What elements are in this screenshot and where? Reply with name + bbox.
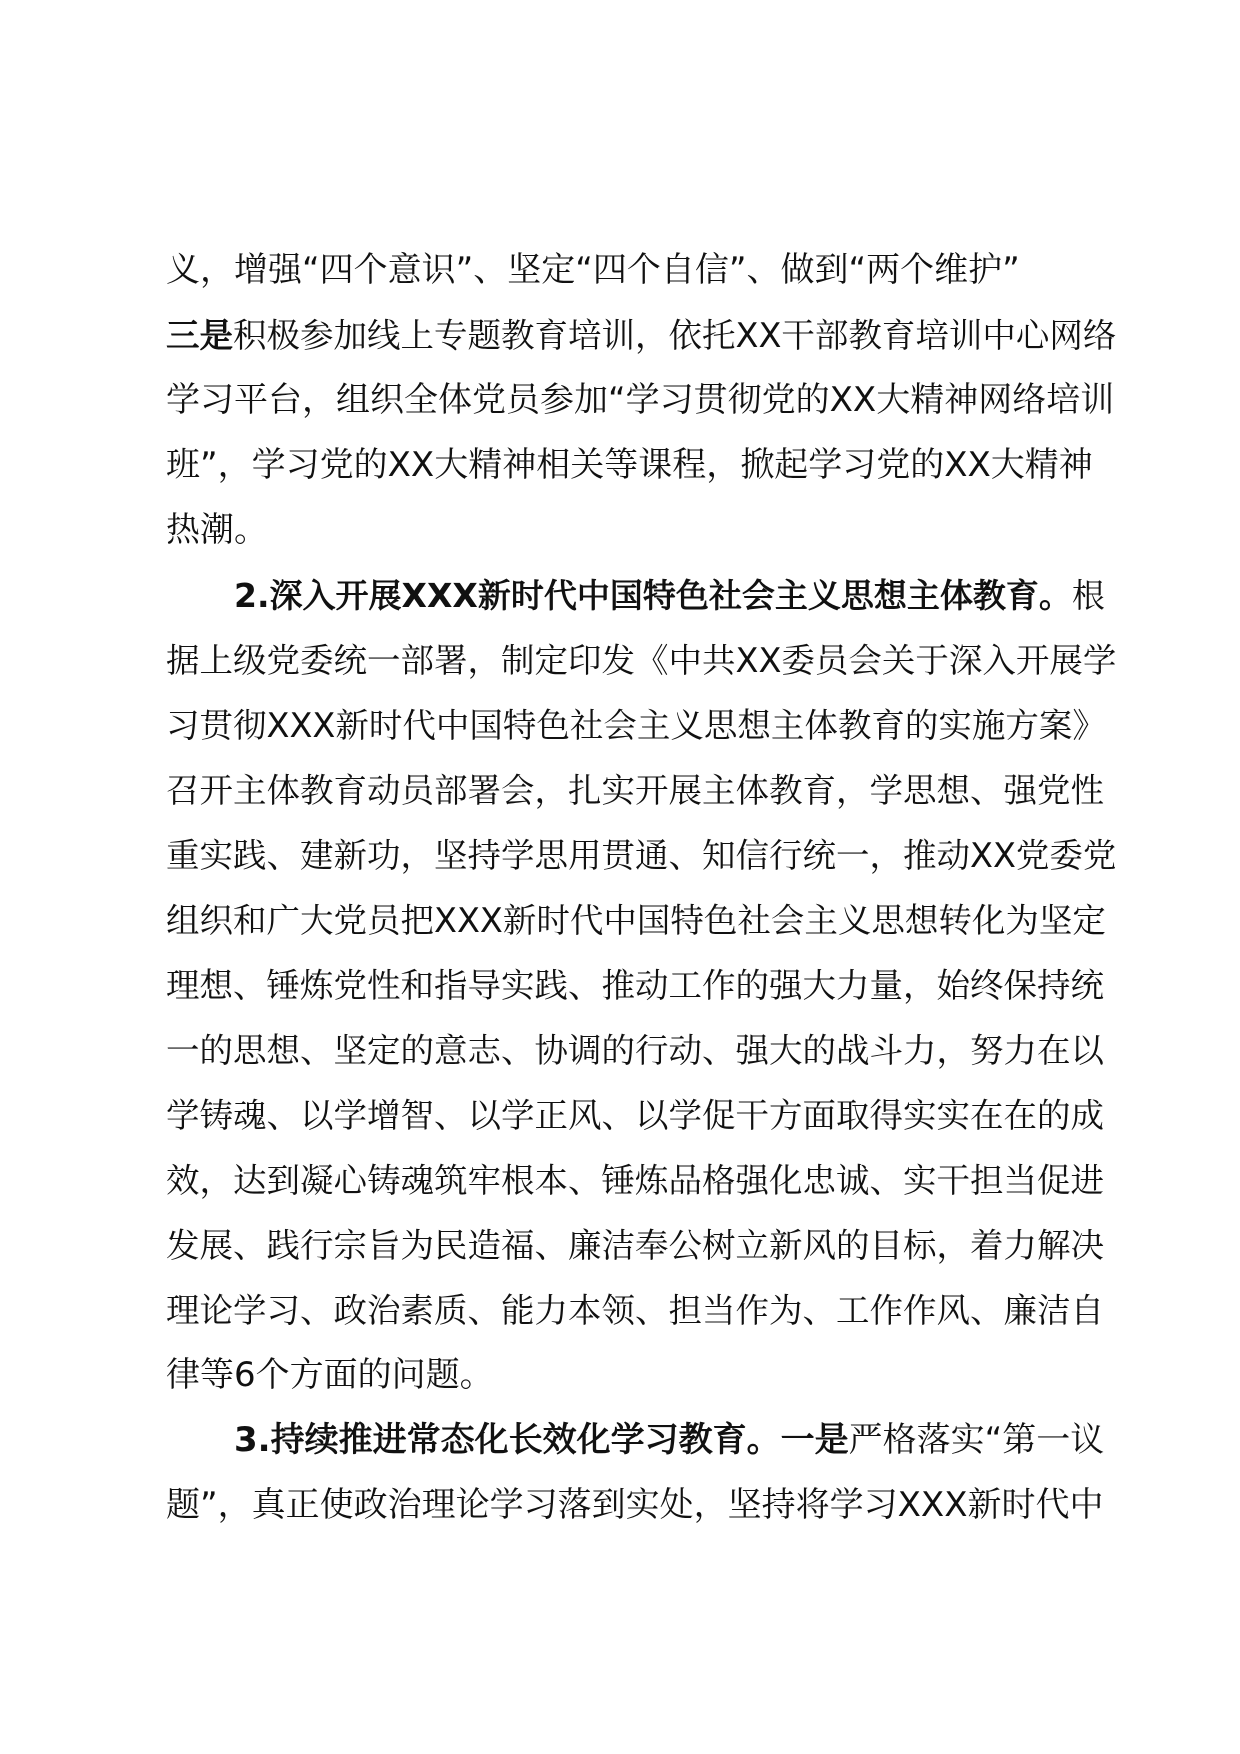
text-segment: 严格落实“第一议	[848, 1420, 1105, 1460]
text-line	[166, 498, 1116, 563]
text-line	[166, 953, 1116, 1018]
text-line	[166, 1148, 1116, 1213]
text-line	[166, 433, 1116, 498]
text-segment: 据上级党委统一部署，制定印发《中共XX委员会关于深入开展学	[166, 641, 1117, 680]
text-segment: 积极参加线上专题教育培训，依托XX干部教育培训中心网络	[233, 316, 1117, 355]
text-line	[166, 1473, 1116, 1538]
text-segment: 学习平台，组织全体党员参加“学习贯彻党的XX大精神网络培训	[166, 380, 1115, 420]
text-segment: 理想、锤炼党性和指导实践、推动工作的强大力量，始终保持统	[166, 966, 1104, 1005]
text-segment: 班”，学习党的XX大精神相关等课程，掀起学习党的XX大精神	[166, 445, 1093, 485]
text-line	[166, 628, 1116, 693]
document-body	[166, 238, 1116, 1538]
text-line	[166, 758, 1116, 823]
text-line	[166, 238, 1116, 303]
bold-text-segment: 3.持续推进常态化长效化学习教育。	[234, 1420, 781, 1460]
text-segment: 题”，真正使政治理论学习落到实处，坚持将学习XXX新时代中	[166, 1485, 1104, 1525]
text-segment: 热潮。	[166, 510, 268, 550]
text-line	[166, 1343, 1116, 1408]
text-segment: 义，增强“四个意识”、坚定“四个自信”、做到“两个维护”	[166, 250, 1020, 290]
text-segment: 效，达到凝心铸魂筑牢根本、锤炼品格强化忠诚、实干担当促进	[166, 1161, 1104, 1200]
text-segment: 重实践、建新功，坚持学思用贯通、知信行统一，推动XX党委党	[166, 836, 1117, 875]
text-line	[166, 1083, 1116, 1148]
text-line	[166, 1408, 1116, 1473]
text-segment: 学铸魂、以学增智、以学正风、以学促干方面取得实实在在的成	[166, 1096, 1104, 1135]
bold-text-segment: 三是	[166, 316, 233, 355]
text-line	[166, 368, 1116, 433]
text-segment: 组织和广大党员把XXX新时代中国特色社会主义思想转化为坚定	[166, 901, 1106, 940]
text-line	[166, 1018, 1116, 1083]
text-segment: 理论学习、政治素质、能力本领、担当作为、工作作风、廉洁自	[166, 1291, 1104, 1330]
bold-text-segment: 一是	[780, 1420, 849, 1460]
text-segment: 一的思想、坚定的意志、协调的行动、强大的战斗力，努力在以	[166, 1031, 1104, 1070]
text-line	[166, 1278, 1116, 1343]
text-segment: 召开主体教育动员部署会，扎实开展主体教育，学思想、强党性	[166, 771, 1104, 810]
text-segment: 根	[1071, 576, 1105, 615]
text-line	[166, 303, 1116, 368]
text-line	[166, 693, 1116, 758]
text-line	[166, 563, 1116, 628]
text-line	[166, 888, 1116, 953]
text-segment: 习贯彻XXX新时代中国特色社会主义思想主体教育的实施方案》	[166, 706, 1106, 745]
text-line	[166, 1213, 1116, 1278]
text-segment: 发展、践行宗旨为民造福、廉洁奉公树立新风的目标，着力解决	[166, 1226, 1104, 1265]
text-segment: 律等6个方面的问题。	[166, 1355, 494, 1395]
text-line	[166, 823, 1116, 888]
bold-text-segment: 2.深入开展XXX新时代中国特色社会主义思想主体教育。	[234, 576, 1072, 615]
